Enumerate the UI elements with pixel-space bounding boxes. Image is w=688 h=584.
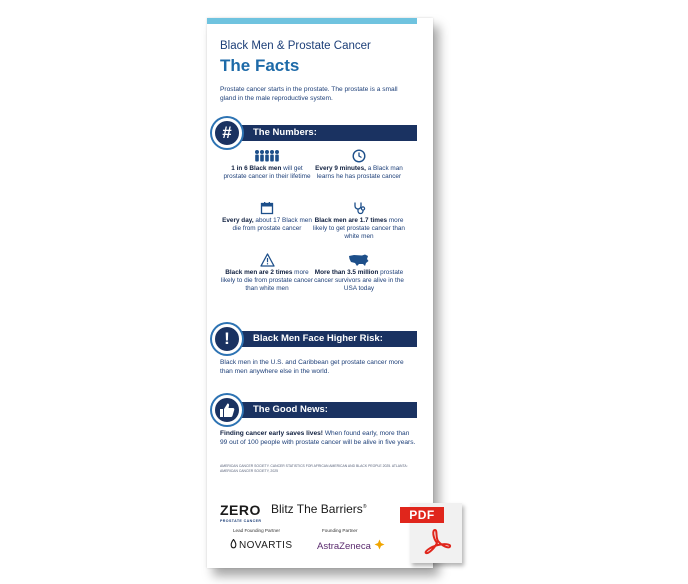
numbers-section-header bbox=[220, 125, 417, 141]
news-section-title: The Good News: bbox=[253, 404, 328, 415]
usa-map-icon bbox=[348, 253, 370, 267]
numbers-section-title: The Numbers: bbox=[253, 127, 317, 138]
stethoscope-icon bbox=[352, 201, 366, 215]
stat-every-day: Every day, about 17 Black men die from prostate cancer bbox=[219, 201, 315, 233]
thumbs-up-icon bbox=[212, 395, 242, 425]
novartis-flame-icon bbox=[229, 539, 238, 549]
lead-partner-label: Lead Founding Partner bbox=[233, 528, 280, 533]
news-section-header bbox=[220, 402, 417, 418]
stat-one-point-seven-times: Black men are 1.7 times more likely to get prostate cancer than white men bbox=[311, 201, 407, 242]
risk-section-title: Black Men Face Higher Risk: bbox=[253, 333, 383, 344]
risk-section-header bbox=[220, 331, 417, 347]
stat-every-nine-minutes: Every 9 minutes, a Black man learns he has prostate cancer bbox=[311, 149, 407, 181]
clock-icon bbox=[352, 149, 366, 163]
news-text: Finding cancer early saves lives! When found early, more than 99 out of 100 people with prostate cancer will be alive in five years. bbox=[220, 430, 416, 446]
exclamation-icon: ! bbox=[212, 324, 242, 354]
acrobat-pdf-icon bbox=[422, 527, 454, 559]
people-group-icon bbox=[254, 149, 280, 163]
astrazeneca-logo: AstraZeneca bbox=[317, 539, 385, 552]
stat-three-point-five-million: More than 3.5 million prostate cancer survivors are alive in the USA today bbox=[311, 253, 407, 294]
astrazeneca-symbol-icon bbox=[374, 539, 385, 550]
fact-sheet-thumbnail bbox=[207, 18, 433, 568]
pdf-download-button[interactable] bbox=[400, 503, 462, 563]
hashtag-icon: # bbox=[212, 118, 242, 148]
novartis-logo: NOVARTIS bbox=[229, 539, 292, 551]
sheet-subtitle: The Facts bbox=[220, 56, 300, 75]
sheet-title: Black Men & Prostate Cancer bbox=[220, 40, 371, 52]
stat-one-in-six: 1 in 6 Black men will get prostate cancer in their lifetime bbox=[219, 149, 315, 181]
warning-icon bbox=[260, 253, 275, 267]
top-accent-bar bbox=[207, 18, 417, 24]
calendar-icon bbox=[260, 201, 274, 215]
zero-logo: ZERO PROSTATE CANCER bbox=[220, 502, 262, 523]
intro-text: Prostate cancer starts in the prostate. The prostate is a small gland in the male reproductive system. bbox=[220, 86, 398, 102]
stat-two-times: Black men are 2 times more likely to die from prostate cancer than white men bbox=[219, 253, 315, 294]
campaign-logo: Blitz The Barriers® bbox=[271, 502, 367, 516]
references: AMERICAN CANCER SOCIETY. CANCER STATISTICS FOR AFRICAN AMERICAN AND BLACK PEOPLE 2025. ATLANTA: AMERICAN CANCER SOCIETY, 2025 bbox=[220, 464, 408, 473]
pdf-tag: PDF bbox=[400, 507, 444, 523]
founding-partner-label: Founding Partner bbox=[322, 528, 358, 533]
news-highlight: Finding cancer early saves lives! bbox=[220, 430, 323, 437]
risk-text: Black men in the U.S. and Caribbean get prostate cancer more than men anywhere else in the world. bbox=[220, 359, 404, 375]
